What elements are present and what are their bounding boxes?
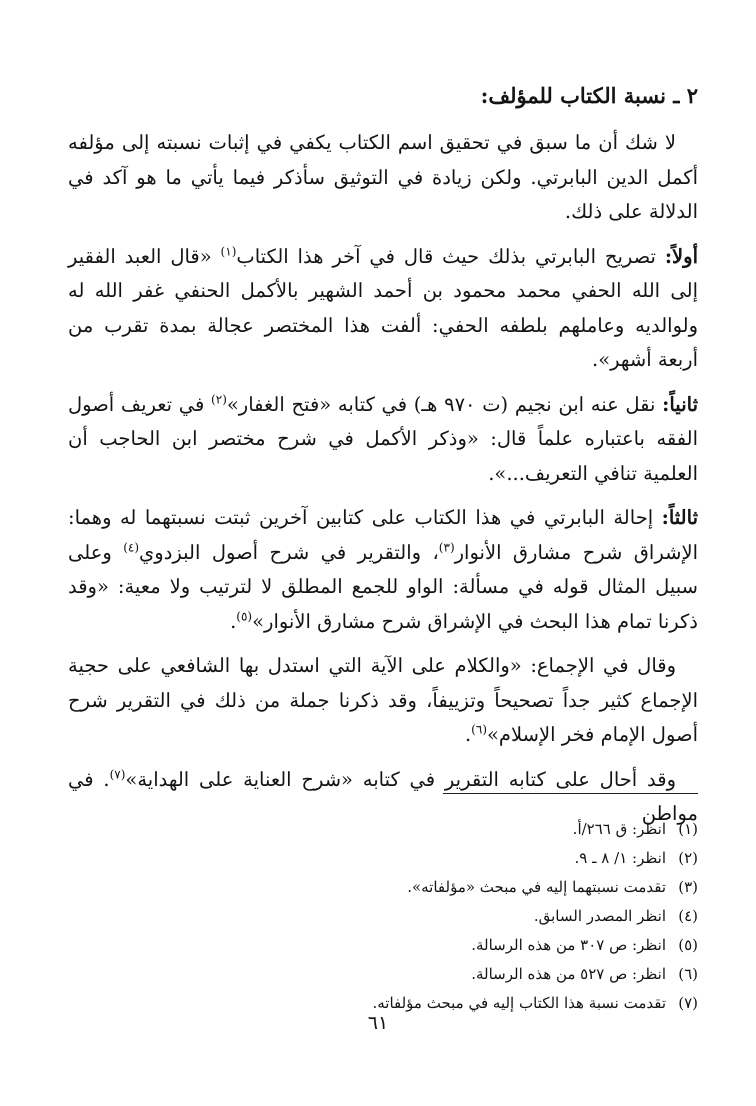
footnote-5-text: انظر: ص ٣٠٧ من هذه الرسالة. (471, 936, 666, 954)
paragraph-2 (68, 240, 698, 378)
footnote-ref-4[interactable]: (٤) (123, 540, 140, 554)
footnote-3 (68, 873, 698, 902)
paragraph-5-text-a: وقال في الإجماع: «والكلام على الآية التي استدل بها الشافعي على حجية الإجماع كثير جداً تصحيحاً وتزييفاً، وقد ذكرنا جملة من ذلك في التقرير شرح أصول الإمام فخر الإسلام» (68, 654, 698, 746)
footnote-1-number: (١) (678, 820, 698, 838)
footnote-4-text: انظر المصدر السابق. (533, 907, 666, 925)
paragraph-4-lead: ثالثاً: (661, 506, 698, 529)
footnote-2-number: (٢) (678, 849, 698, 867)
footnote-6-text: انظر: ص ٥٢٧ من هذه الرسالة. (471, 965, 666, 983)
footnote-ref-3[interactable]: (٣) (438, 540, 455, 554)
footnote-1-text: انظر: ق ٢٦٦/أ. (572, 820, 666, 838)
footnote-1 (68, 815, 698, 844)
footnote-5 (68, 931, 698, 960)
paragraph-2-text-a: تصريح البابرتي بذلك حيث قال في آخر هذا الكتاب (236, 244, 665, 268)
paragraph-3 (68, 388, 698, 492)
section-title: ٢ ـ نسبة الكتاب للمؤلف: (480, 83, 698, 108)
paragraph-3-text-a: نقل عنه ابن نجيم (ت ٩٧٠ هـ) في كتابه «فتح الغفار» (226, 392, 663, 416)
footnote-2-text: انظر: ١/ ٨ ـ ٩. (574, 849, 666, 867)
footnote-4-number: (٤) (678, 907, 698, 925)
footnote-3-text: تقدمت نسبتهما إليه في مبحث «مؤلفاته». (407, 878, 666, 896)
footnote-ref-1[interactable]: (١) (220, 244, 237, 258)
footnote-3-number: (٣) (678, 878, 698, 896)
footnote-7-text: تقدمت نسبة هذا الكتاب إليه في مبحث مؤلفاته. (372, 994, 666, 1012)
footnote-2 (68, 844, 698, 873)
paragraph-2-lead: أولاً: (664, 244, 698, 268)
footnotes (68, 815, 698, 1018)
paragraph-1-text: لا شك أن ما سبق في تحقيق اسم الكتاب يكفي في إثبات نسبته إلى مؤلفه أكمل الدين البابرتي. ولكن زيادة في التوثيق سأذكر فيما يأتي ما هو آكد في الدلالة على ذلك. (68, 131, 698, 223)
footnote-divider (443, 793, 698, 794)
footnote-ref-5[interactable]: (٥) (236, 609, 253, 623)
footnote-ref-7[interactable]: (٧) (109, 767, 126, 781)
paragraph-4-text-d: . (230, 609, 237, 633)
paragraph-6-text-a: وقد أحال على كتابه التقرير في كتابه «شرح العناية على الهداية» (125, 767, 676, 791)
paragraph-3-lead: ثانياً: (662, 392, 698, 416)
main-text (68, 78, 698, 842)
footnote-ref-2[interactable]: (٢) (211, 392, 227, 406)
footnote-5-number: (٥) (678, 936, 698, 954)
paragraph-4 (68, 501, 698, 639)
page-number: ٦١ (367, 1012, 389, 1034)
paragraph-4-text-c: وعلى سبيل المثال قوله في مسألة: الواو للجمع المطلق لا لترتيب ولا معية: «وقد ذكرنا تمام هذا البحث في الإشراق شرح مشارق الأنوار» (68, 540, 698, 633)
paragraph-5-text-b: . (464, 723, 472, 746)
paragraph-1 (68, 126, 698, 230)
paragraph-6-text-b: . في مواطن (68, 767, 698, 825)
paragraph-4-text-b: ، والتقرير في شرح أصول البزدوي (139, 540, 439, 564)
footnote-7-number: (٧) (678, 994, 698, 1012)
paragraph-4-text-a: إحالة البابرتي في هذا الكتاب على كتابين آخرين ثبتت نسبتهما له وهما: الإشراق شرح مشارق الأنوار (68, 506, 698, 564)
footnote-4 (68, 902, 698, 931)
paragraph-3-text-b: في تعريف أصول الفقه باعتباره علماً قال: «وذكر الأكمل في شرح مختصر ابن الحاجب أن العلمية تنافي التعريف...». (68, 392, 698, 485)
paragraph-2-text-b: «قال العبد الفقير إلى الله الحفي محمد محمود بن أحمد الشهير بالأكمل الحنفي غفر الله له ولوالديه وعاملهم بلطفه الحفي: ألفت هذا المختصر عجالة بمدة تقرب من أربعة أشهر». (68, 244, 698, 371)
footnote-6 (68, 960, 698, 989)
footnote-ref-6[interactable]: (٦) (471, 722, 487, 737)
footnote-6-number: (٦) (678, 965, 698, 983)
paragraph-5 (68, 649, 698, 753)
